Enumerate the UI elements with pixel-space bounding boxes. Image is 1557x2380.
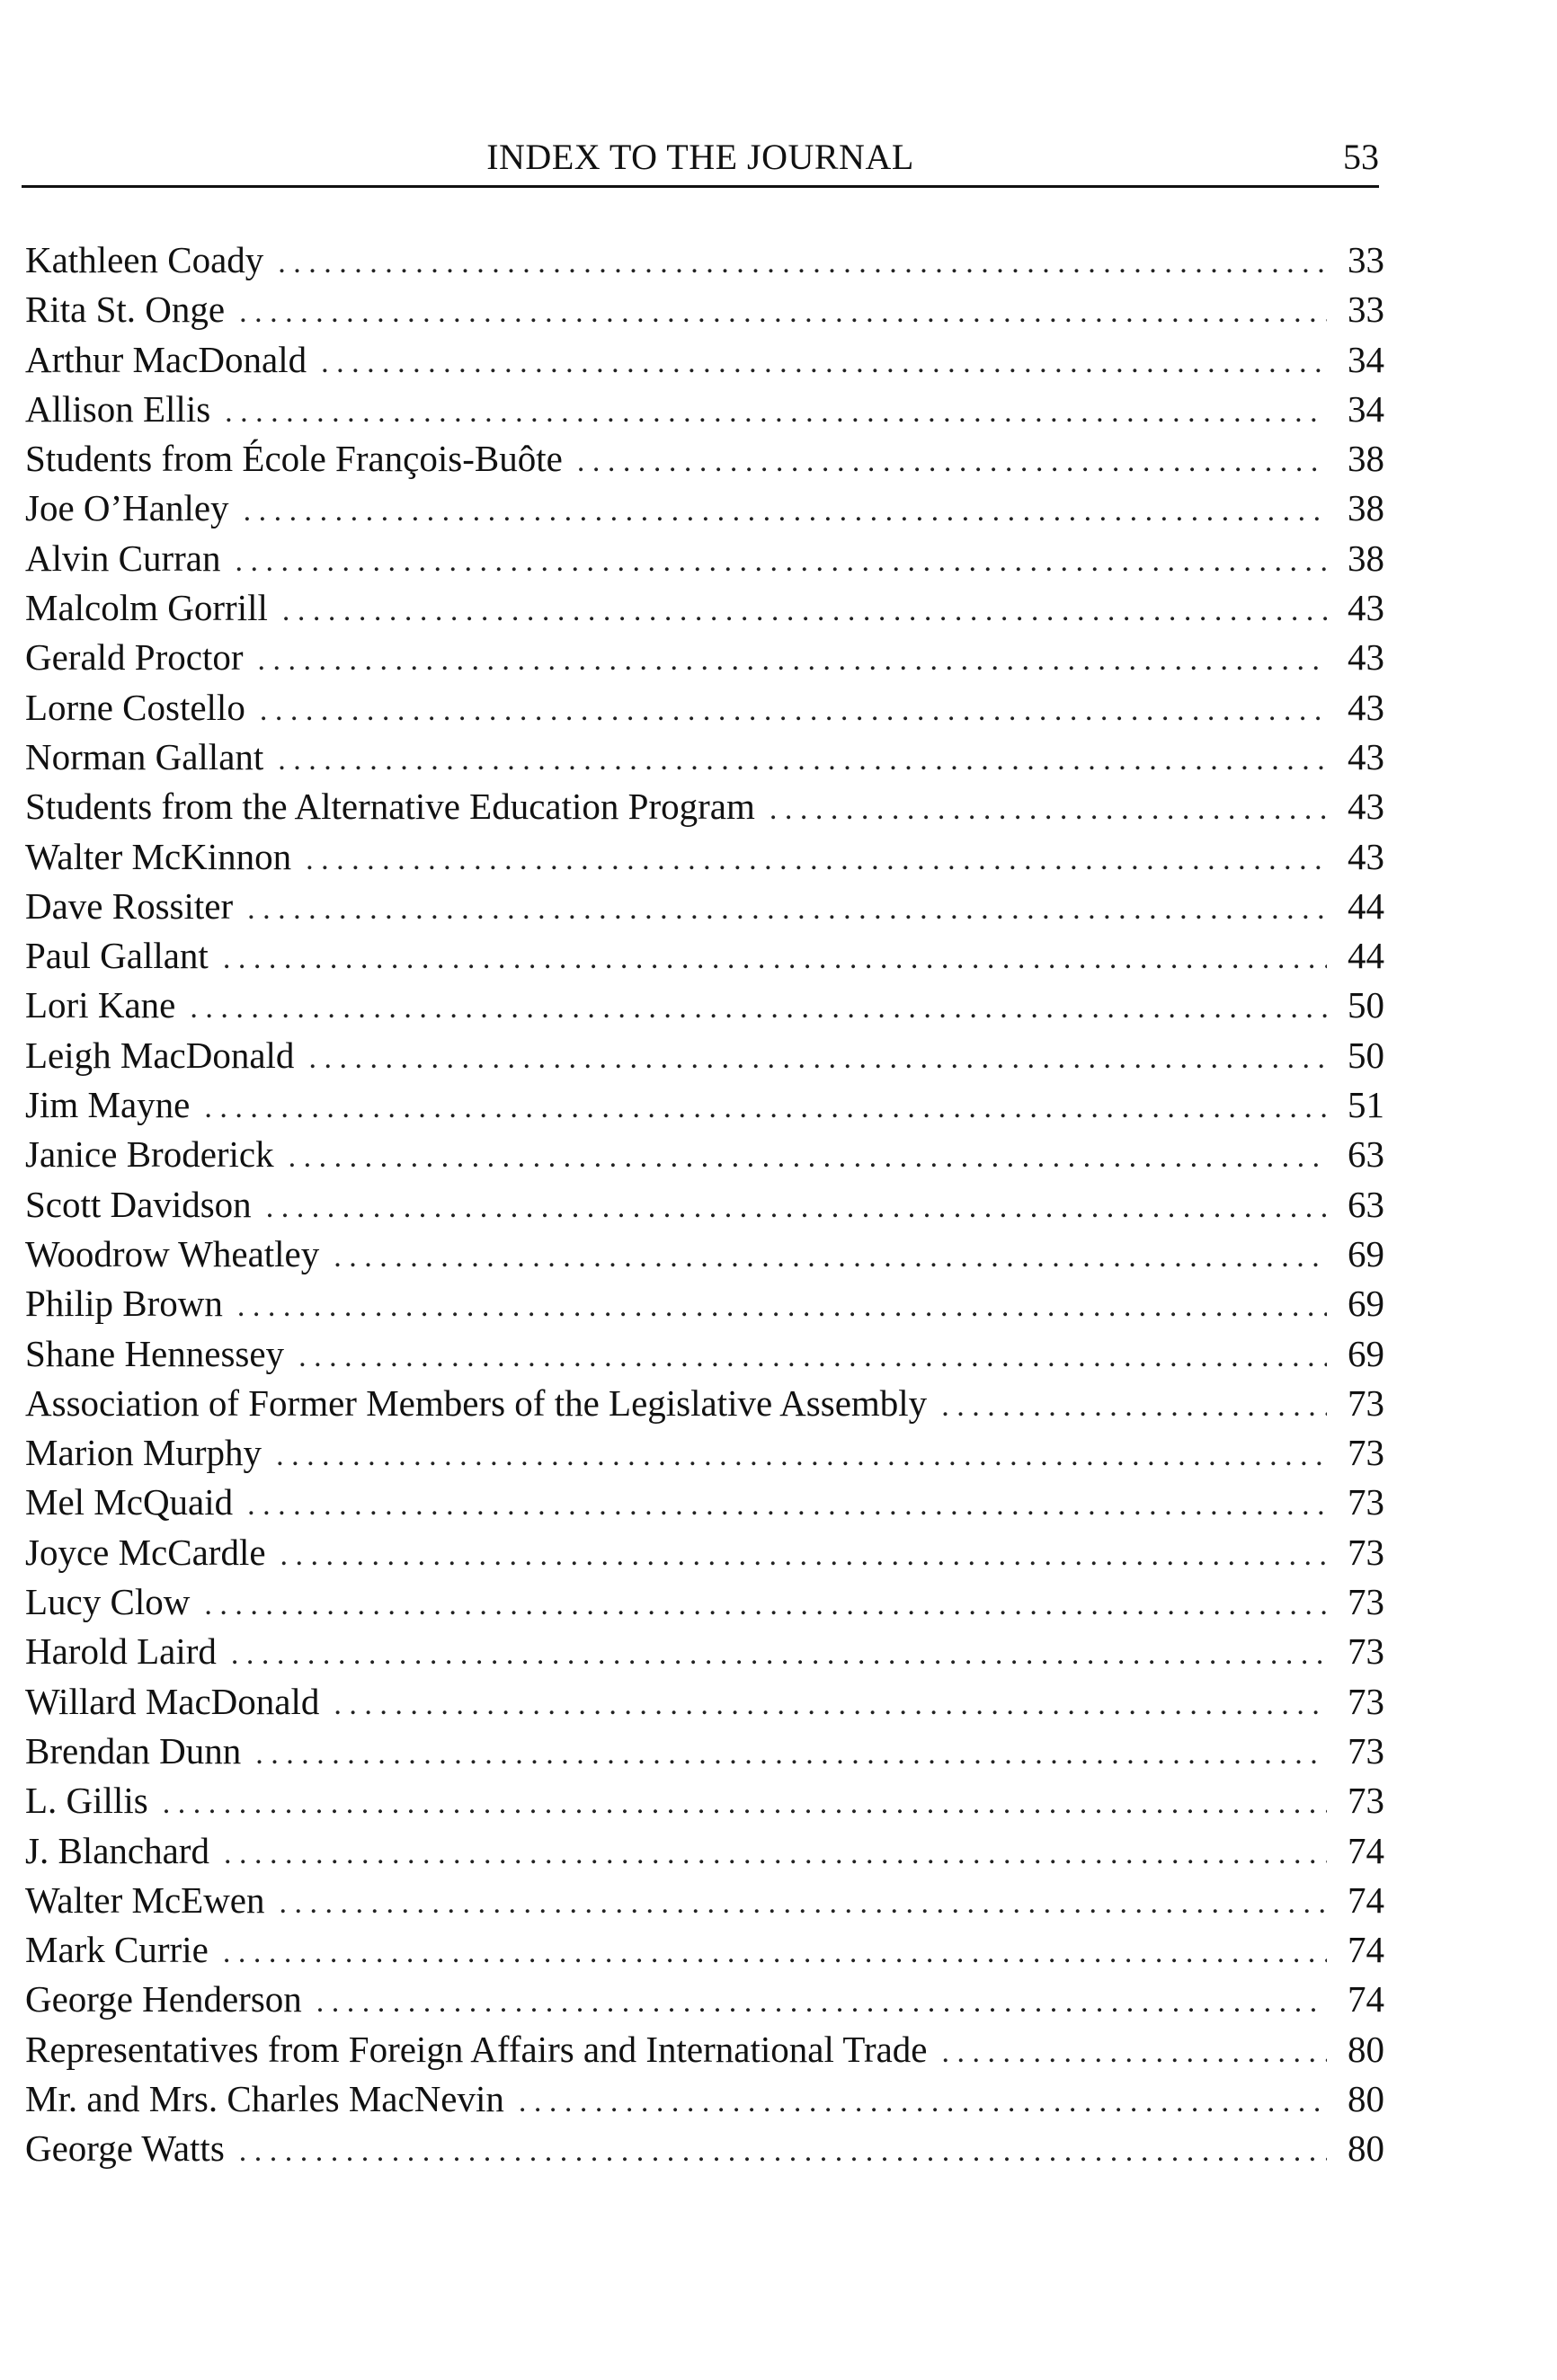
entry-page-number: 69 bbox=[1348, 1232, 1384, 1274]
dot-leader bbox=[204, 1580, 1327, 1630]
entry-page-number: 50 bbox=[1348, 1034, 1384, 1076]
dot-leader bbox=[244, 486, 1327, 536]
dot-leader bbox=[289, 1132, 1327, 1182]
index-entry bbox=[25, 832, 1384, 882]
entry-page-number: 73 bbox=[1348, 1581, 1384, 1623]
dot-leader bbox=[942, 2028, 1328, 2077]
dot-leader bbox=[247, 884, 1327, 934]
entry-name: Kathleen Coady bbox=[25, 239, 264, 280]
entry-page-number: 73 bbox=[1348, 1531, 1384, 1573]
index-entry bbox=[25, 1627, 1384, 1676]
index-entry bbox=[25, 782, 1384, 831]
index-entry bbox=[25, 235, 1384, 285]
entry-name: Walter McKinnon bbox=[25, 835, 292, 877]
dot-leader bbox=[941, 1381, 1327, 1431]
entry-name: Brendan Dunn bbox=[25, 1729, 242, 1772]
entry-name: Arthur MacDonald bbox=[25, 338, 307, 380]
index-list bbox=[25, 235, 1384, 2174]
dot-leader bbox=[190, 983, 1327, 1033]
entry-page-number: 44 bbox=[1348, 884, 1384, 927]
entry-name: Norman Gallant bbox=[25, 735, 264, 777]
entry-page-number: 73 bbox=[1348, 1481, 1384, 1523]
entry-page-number: 43 bbox=[1348, 587, 1384, 629]
entry-page-number: 38 bbox=[1348, 438, 1384, 480]
entry-name: Gerald Proctor bbox=[25, 636, 244, 679]
index-entry bbox=[25, 733, 1384, 782]
entry-name: Dave Rossiter bbox=[25, 884, 234, 927]
entry-page-number: 43 bbox=[1348, 786, 1384, 828]
entry-name: Association of Former Members of the Legislative Assembly bbox=[25, 1381, 928, 1424]
entry-name: Lucy Clow bbox=[25, 1581, 191, 1623]
entry-page-number: 80 bbox=[1348, 2127, 1384, 2170]
dot-leader bbox=[255, 1729, 1327, 1779]
entry-name: Mark Currie bbox=[25, 1929, 209, 1971]
dot-leader bbox=[519, 2077, 1327, 2127]
index-entry bbox=[25, 2124, 1384, 2173]
dot-leader bbox=[266, 1183, 1327, 1232]
dot-leader bbox=[231, 1630, 1327, 1679]
dot-leader bbox=[334, 1232, 1327, 1282]
entry-page-number: 74 bbox=[1348, 1929, 1384, 1971]
entry-name: J. Blanchard bbox=[25, 1829, 209, 1871]
dot-leader bbox=[280, 1878, 1328, 1928]
dot-leader bbox=[236, 537, 1328, 586]
entry-page-number: 33 bbox=[1348, 239, 1384, 280]
index-entry bbox=[25, 683, 1384, 733]
dot-leader bbox=[321, 338, 1327, 387]
index-entry bbox=[25, 1528, 1384, 1577]
running-title: INDEX TO THE JOURNAL bbox=[486, 137, 914, 177]
entry-name: Janice Broderick bbox=[25, 1133, 274, 1176]
index-entry bbox=[25, 385, 1384, 434]
entry-name: George Watts bbox=[25, 2127, 225, 2170]
index-entry bbox=[25, 1975, 1384, 2024]
entry-name: Students from École François-Buôte bbox=[25, 438, 563, 480]
dot-leader bbox=[239, 2127, 1327, 2176]
entry-page-number: 73 bbox=[1348, 1680, 1384, 1722]
index-entry bbox=[25, 1677, 1384, 1727]
index-entry bbox=[25, 1080, 1384, 1130]
dot-leader bbox=[237, 1282, 1327, 1331]
entry-name: Allison Ellis bbox=[25, 387, 211, 430]
index-entry bbox=[25, 1130, 1384, 1179]
entry-name: Willard MacDonald bbox=[25, 1680, 320, 1722]
entry-page-number: 33 bbox=[1348, 289, 1384, 331]
dot-leader bbox=[280, 1531, 1327, 1580]
entry-name: Paul Gallant bbox=[25, 935, 209, 977]
index-entry bbox=[25, 484, 1384, 533]
dot-leader bbox=[298, 1332, 1327, 1381]
entry-name: Harold Laird bbox=[25, 1630, 217, 1673]
entry-name: Joe O’Hanley bbox=[25, 487, 229, 529]
dot-leader bbox=[282, 586, 1327, 635]
entry-name: Malcolm Gorrill bbox=[25, 587, 268, 629]
entry-name: George Henderson bbox=[25, 1978, 302, 2020]
entry-page-number: 74 bbox=[1348, 1829, 1384, 1871]
entry-name: Lorne Costello bbox=[25, 686, 245, 728]
entry-page-number: 38 bbox=[1348, 537, 1384, 579]
index-entry bbox=[25, 285, 1384, 334]
index-entry bbox=[25, 1826, 1384, 1876]
entry-name: Lori Kane bbox=[25, 984, 176, 1026]
dot-leader bbox=[204, 1083, 1327, 1132]
entry-page-number: 80 bbox=[1348, 2077, 1384, 2119]
entry-name: Scott Davidson bbox=[25, 1183, 252, 1225]
index-entry bbox=[25, 1876, 1384, 1925]
entry-page-number: 73 bbox=[1348, 1729, 1384, 1772]
entry-page-number: 74 bbox=[1348, 1978, 1384, 2020]
index-entry bbox=[25, 1279, 1384, 1328]
entry-page-number: 73 bbox=[1348, 1780, 1384, 1822]
entry-name: L. Gillis bbox=[25, 1780, 148, 1822]
index-entry bbox=[25, 2074, 1384, 2124]
dot-leader bbox=[577, 437, 1327, 486]
entry-page-number: 74 bbox=[1348, 1878, 1384, 1921]
dot-leader bbox=[224, 1829, 1327, 1878]
entry-name: Mel McQuaid bbox=[25, 1481, 234, 1523]
entry-page-number: 34 bbox=[1348, 338, 1384, 380]
entry-page-number: 51 bbox=[1348, 1084, 1384, 1126]
dot-leader bbox=[223, 934, 1327, 983]
dot-leader bbox=[223, 1928, 1327, 1977]
index-entry bbox=[25, 583, 1384, 633]
dot-leader bbox=[278, 238, 1327, 288]
entry-name: Rita St. Onge bbox=[25, 289, 226, 331]
entry-page-number: 73 bbox=[1348, 1630, 1384, 1673]
page-number: 53 bbox=[1343, 137, 1379, 177]
index-entry bbox=[25, 1577, 1384, 1627]
entry-page-number: 43 bbox=[1348, 686, 1384, 728]
entry-name: Jim Mayne bbox=[25, 1084, 191, 1126]
dot-leader bbox=[258, 635, 1328, 685]
entry-page-number: 69 bbox=[1348, 1283, 1384, 1325]
dot-leader bbox=[770, 785, 1327, 834]
index-entry bbox=[25, 434, 1384, 484]
dot-leader bbox=[306, 835, 1327, 884]
index-entry bbox=[25, 1727, 1384, 1776]
dot-leader bbox=[163, 1779, 1327, 1828]
entry-name: Alvin Curran bbox=[25, 537, 221, 579]
index-entry bbox=[25, 1925, 1384, 1975]
dot-leader bbox=[239, 288, 1327, 337]
index-entry bbox=[25, 335, 1384, 385]
index-entry bbox=[25, 534, 1384, 583]
dot-leader bbox=[247, 1480, 1327, 1530]
entry-page-number: 34 bbox=[1348, 387, 1384, 430]
dot-leader bbox=[308, 1034, 1327, 1083]
running-header bbox=[22, 135, 1379, 188]
entry-page-number: 63 bbox=[1348, 1133, 1384, 1176]
index-entry bbox=[25, 1776, 1384, 1825]
index-entry bbox=[25, 981, 1384, 1030]
entry-name: Philip Brown bbox=[25, 1283, 223, 1325]
entry-name: Marion Murphy bbox=[25, 1432, 262, 1474]
entry-page-number: 73 bbox=[1348, 1432, 1384, 1474]
index-entry bbox=[25, 1031, 1384, 1080]
entry-page-number: 50 bbox=[1348, 984, 1384, 1026]
entry-page-number: 43 bbox=[1348, 835, 1384, 877]
index-entry bbox=[25, 633, 1384, 682]
entry-name: Students from the Alternative Education Program bbox=[25, 786, 755, 828]
entry-name: Joyce McCardle bbox=[25, 1531, 266, 1573]
entry-page-number: 44 bbox=[1348, 935, 1384, 977]
dot-leader bbox=[316, 1977, 1327, 2027]
dot-leader bbox=[278, 735, 1327, 785]
index-entry bbox=[25, 931, 1384, 981]
dot-leader bbox=[225, 387, 1327, 437]
entry-name: Representatives from Foreign Affairs and International Trade bbox=[25, 2028, 928, 2070]
index-entry bbox=[25, 1180, 1384, 1230]
entry-page-number: 38 bbox=[1348, 487, 1384, 529]
dot-leader bbox=[260, 686, 1327, 735]
entry-page-number: 69 bbox=[1348, 1332, 1384, 1374]
entry-page-number: 80 bbox=[1348, 2028, 1384, 2070]
index-entry bbox=[25, 882, 1384, 931]
dot-leader bbox=[276, 1431, 1327, 1480]
entry-name: Mr. and Mrs. Charles MacNevin bbox=[25, 2077, 504, 2119]
index-entry bbox=[25, 1478, 1384, 1527]
entry-name: Shane Hennessey bbox=[25, 1332, 285, 1374]
entry-name: Walter McEwen bbox=[25, 1878, 265, 1921]
index-entry bbox=[25, 1230, 1384, 1279]
dot-leader bbox=[334, 1680, 1327, 1729]
index-entry bbox=[25, 1428, 1384, 1478]
entry-page-number: 63 bbox=[1348, 1183, 1384, 1225]
entry-page-number: 73 bbox=[1348, 1381, 1384, 1424]
index-entry bbox=[25, 1379, 1384, 1428]
index-entry bbox=[25, 2025, 1384, 2074]
entry-name: Leigh MacDonald bbox=[25, 1034, 295, 1076]
entry-page-number: 43 bbox=[1348, 735, 1384, 777]
entry-page-number: 43 bbox=[1348, 636, 1384, 679]
index-entry bbox=[25, 1329, 1384, 1379]
entry-name: Woodrow Wheatley bbox=[25, 1232, 320, 1274]
